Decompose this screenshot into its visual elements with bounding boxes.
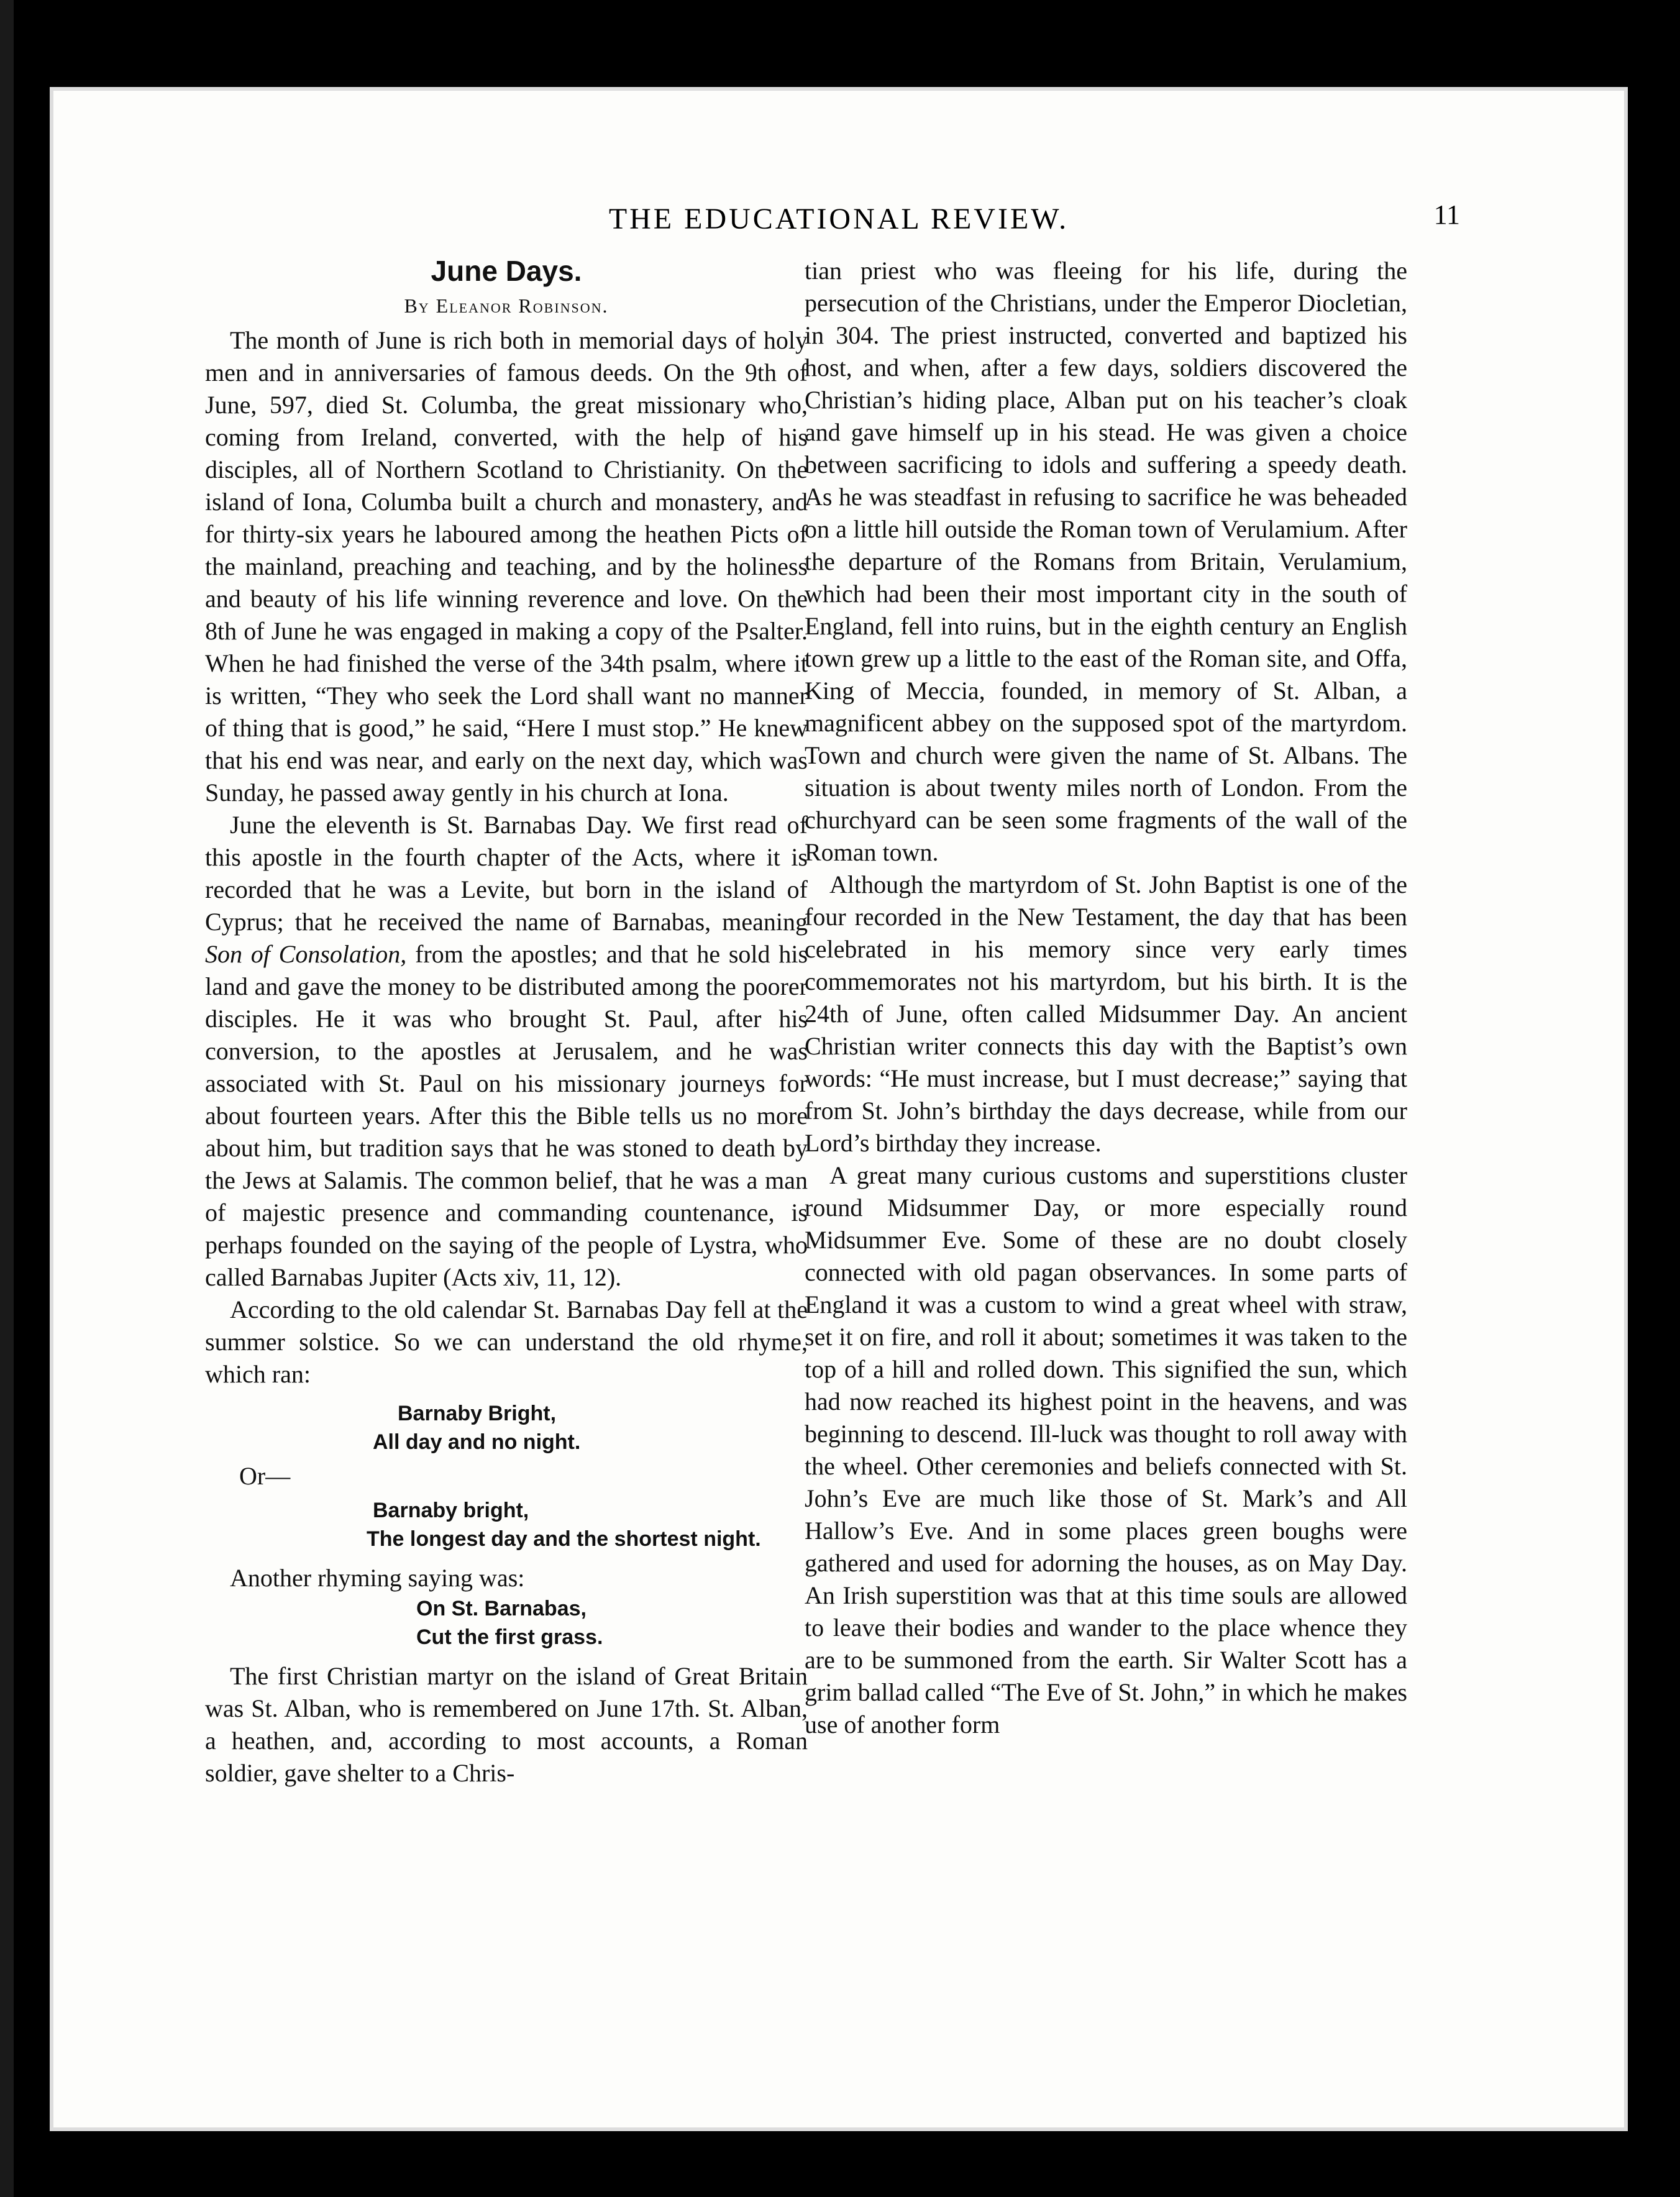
right-column xyxy=(805,255,1407,1741)
verse-3-line-1: On St. Barnabas, xyxy=(416,1597,587,1620)
page-number: 11 xyxy=(1433,199,1460,230)
paragraph-barnabas-part1: June the eleventh is St. Barnabas Day. We first read of this apostle in the fourth chapter of the Acts, where it is recorded that he was a Levite, but born in the island of Cyprus; that he received the name of Barnabas, meaning xyxy=(205,811,808,936)
document-page xyxy=(50,87,1628,2131)
verse-or-label: Or— xyxy=(239,1462,291,1490)
verse-3-line-2: Cut the first grass. xyxy=(416,1625,603,1649)
paragraph-midsummer-customs: A great many curious customs and superstitions cluster round Midsummer Day, or more especially round Midsummer Eve. Some of these are no doubt closely connected with old pagan observances. In some parts of England it was a custom to wind a great wheel with straw, set it on fire, and roll it about; sometimes it was taken to the top of a hill and rolled down. This signified the sun, which had now reached its highest point in the heavens, and was beginning to descend. Ill-luck was thought to roll away with the wheel. Other ceremonies and beliefs connected with St. John’s Eve are much like those of St. Mark’s and All Hallow’s Eve. And in some places green boughs were gathered and used for adorning the houses, as on May Day. An Irish superstition was that at this time souls are allowed to leave their bodies and wander to the place whence they are to be summoned from the earth. Sir Walter Scott has a grim ballad called “The Eve of St. John,” in which he makes use of another form xyxy=(805,1161,1407,1738)
paragraph-columba: The month of June is rich both in memorial days of holy men and in anniversaries of famous deeds. On the 9th of June, 597, died St. Columba, the great missionary who, coming from Ireland, converted, with the help of his disciples, all of Northern Scotland to Christianity. On the island of Iona, Columba built a church and monastery, and for thirty-six years he laboured among the heathen Picts of the mainland, preaching and teaching, and by the holiness and beauty of his life winning reverence and love. On the 8th of June he was engaged in making a copy of the Psalter. When he had finished the verse of the 34th psalm, where it is written, “They who seek the Lord shall want no manner of thing that is good,” he said, “Here I must stop.” He knew that his end was near, and early on the next day, which was Sunday, he passed away gently in his church at Iona. xyxy=(205,326,808,806)
verse-2-line-2: The longest day and the shortest night. xyxy=(367,1527,761,1551)
paragraph-calendar: According to the old calendar St. Barnabas Day fell at the summer solstice. So we can understand the old rhyme, which ran: xyxy=(205,1295,808,1388)
paragraph-alban-start: The first Christian martyr on the island of Great Britain was St. Alban, who is remembered on June 17th. St. Alban, a heathen, and, according to most accounts, a Roman soldier, gave shelter to a Chris- xyxy=(205,1662,808,1787)
paragraph-john-baptist: Although the martyrdom of St. John Baptist is one of the four recorded in the New Testament, the day that has been celebrated in his memory since very early times commemorates not his martyrdom, but his birth. It is the 24th of June, often called Midsummer Day. An ancient Christian writer connects this day with the Baptist’s own words: “He must increase, but I must decrease;” saying that from St. John’s birthday the days decrease, while from our Lord’s birthday they increase. xyxy=(805,870,1407,1157)
verse-1-line-1: Barnaby Bright, xyxy=(398,1402,557,1425)
article-byline: By Eleanor Robinson. xyxy=(404,295,609,317)
paragraph-rhyming: Another rhyming saying was: xyxy=(230,1564,525,1592)
verse-2-line-1: Barnaby bright, xyxy=(373,1499,529,1522)
article-title: June Days. xyxy=(431,255,582,287)
left-column xyxy=(205,255,808,1789)
running-header: THE EDUCATIONAL REVIEW. xyxy=(608,203,1069,235)
verse-1-line-2: All day and no night. xyxy=(373,1430,581,1454)
paragraph-barnabas-part2: from the apostles; and that he sold his land and gave the money to be distributed among the poorer disciples. He it was who brought St. Paul, after his conversion, to the apostles at Jerusalem, and he was associated with St. Paul on his missionary journeys for about fourteen years. After this the Bible tells us no more about him, but tradition says that he was stoned to death by the Jews at Salamis. The common belief, that he was a man of majestic presence and commanding countenance, is perhaps founded on the saying of the people of Lystra, who called Barnabas Jupiter (Acts xiv, 11, 12). xyxy=(205,940,808,1291)
paragraph-alban-continued: tian priest who was fleeing for his life, during the persecution of the Christians, under the Emperor Diocletian, in 304. The priest instructed, converted and baptized his host, and when, after a few days, soldiers discovered the Christian’s hiding place, Alban put on his teacher’s cloak and gave himself up in his stead. He was given a choice between sacrificing to idols and suffering a speedy death. As he was steadfast in refusing to sacrifice he was beheaded on a little hill outside the Roman town of Verulamium. After the departure of the Romans from Britain, Verulamium, which had been their most important city in the south of England, fell into ruins, but in the eighth century an English town grew up a little to the east of the Roman site, and Offa, King of Meccia, founded, in memory of St. Alban, a magnificent abbey on the supposed spot of the martyrdom. Town and church were given the name of St. Albans. The situation is about twenty miles north of London. From the churchyard can be seen some fragments of the wall of the Roman town. xyxy=(805,257,1407,866)
scan-left-edge xyxy=(0,0,14,2197)
paragraph-barnabas xyxy=(205,809,808,1294)
paragraph-barnabas-italic: Son of Consolation, xyxy=(205,940,407,968)
